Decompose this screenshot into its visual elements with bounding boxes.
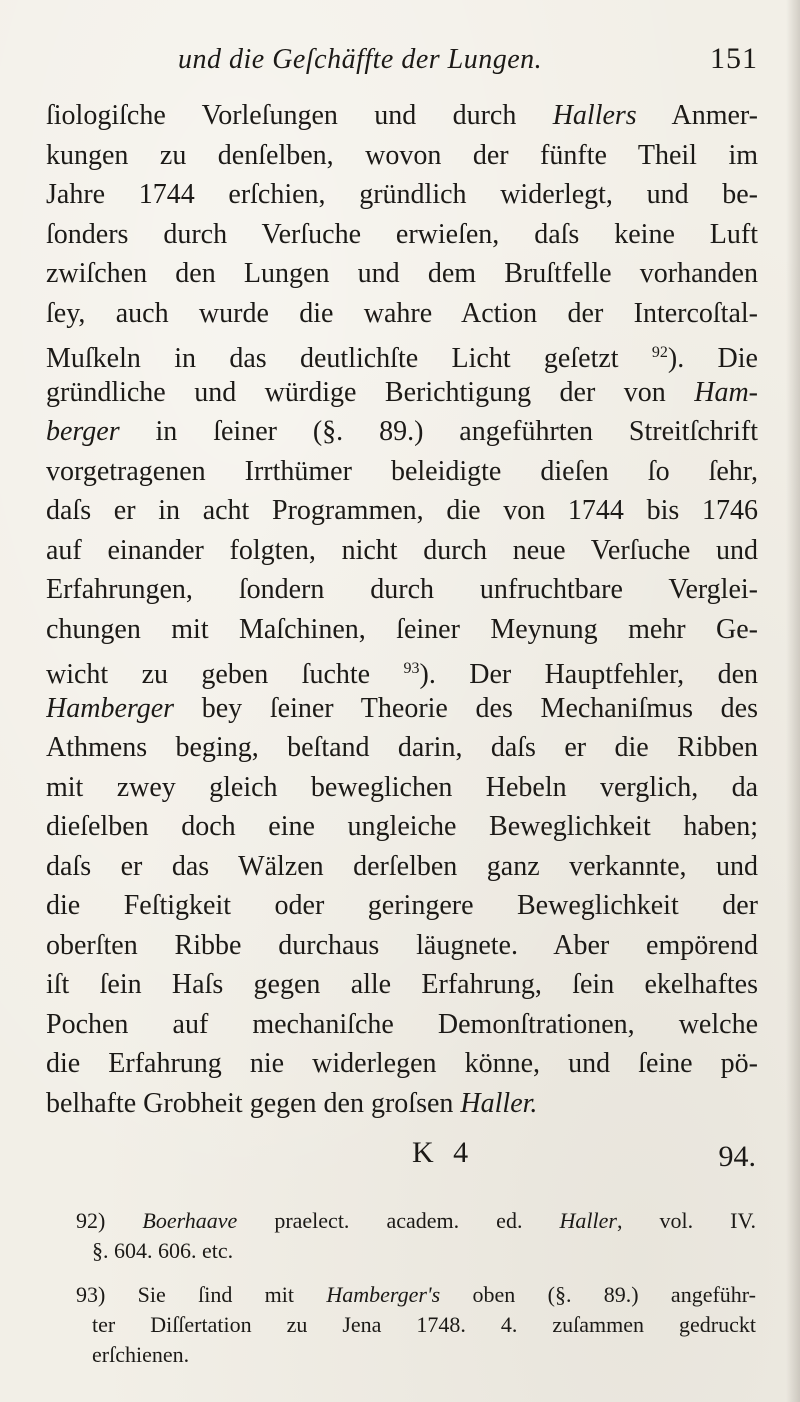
text-line: [46, 136, 758, 176]
text-run: oberſten Ribbe durchaus läugnete. Aber empörend: [46, 929, 758, 961]
italic-text: Hallers: [552, 100, 637, 131]
text-run: §. 604. 606. etc.: [92, 1238, 234, 1263]
text-run: wicht zu geben ſuchte: [46, 659, 404, 689]
footnote-line: [76, 1236, 756, 1266]
text-line: [46, 254, 758, 294]
signature-mark: K 4: [412, 1136, 475, 1169]
text-run: ). Die: [667, 343, 758, 373]
page-number: 151: [710, 42, 758, 75]
footnote-line: [76, 1280, 756, 1310]
text-run: 93) Sie ſind mit: [76, 1282, 327, 1307]
text-line: [46, 570, 758, 610]
text-run: belhafte Grobheit gegen den groſsen: [46, 1087, 461, 1119]
italic-text: Haller: [559, 1208, 617, 1233]
footnote: [76, 1206, 756, 1266]
text-line: [46, 768, 758, 808]
footnote-line: [76, 1340, 756, 1370]
text-line: [46, 215, 758, 255]
text-run: ter Diſſertation zu Jena 1748. 4. zuſammen gedruckt: [92, 1312, 756, 1337]
signature-row: [0, 1132, 800, 1176]
text-line: [46, 452, 758, 492]
text-run: Athmens beging, beſtand darin, daſs er die Ribben: [46, 732, 758, 763]
text-run: 92): [76, 1208, 143, 1233]
italic-text: Hamberger's: [326, 1282, 441, 1307]
text-run: ſiologiſche Vorleſungen und durch: [46, 100, 553, 131]
text-run: bey ſeiner Theorie des Mechaniſmus des: [174, 692, 758, 724]
text-line: [46, 96, 758, 136]
text-line: [46, 1084, 758, 1124]
text-run: in ſeiner (§. 89.) angeführten Streitſchrift: [119, 416, 758, 447]
text-line: [46, 649, 758, 689]
text-line: [46, 373, 758, 413]
text-line: [46, 728, 758, 768]
text-run: , vol. IV.: [616, 1208, 757, 1233]
italic-text: Haller.: [460, 1087, 538, 1119]
text-line: [46, 531, 758, 571]
text-run: die Feſtigkeit oder geringere Beweglichkeit der: [46, 890, 758, 921]
text-line: [46, 1044, 758, 1084]
italic-text: berger: [46, 416, 120, 447]
text-line: [46, 965, 758, 1005]
text-run: die Erfahrung nie widerlegen könne, und ſeine pö-: [46, 1048, 758, 1079]
text-line: [46, 689, 758, 729]
footnote-line: [76, 1310, 756, 1340]
body-text: [46, 96, 758, 1123]
text-run: daſs er in acht Programmen, die von 1744 bis 1746: [46, 495, 758, 526]
text-run: daſs er das Wälzen derſelben ganz verkannte, und: [46, 850, 758, 882]
footnote: [76, 1280, 756, 1370]
text-line: [46, 1005, 758, 1045]
text-run: zwiſchen den Lungen und dem Bruſtfelle vorhanden: [46, 258, 758, 289]
text-line: [46, 333, 758, 373]
italic-text: Hamberger: [46, 692, 175, 724]
page-edge-shadow: [786, 0, 800, 1402]
text-run: oben (§. 89.) angeführ-: [440, 1282, 756, 1307]
text-run: ſonders durch Verſuche erwieſen, daſs keine Luft: [46, 218, 758, 250]
footnote-line: [76, 1206, 756, 1236]
italic-text: Ham-: [694, 376, 758, 408]
text-run: Anmer-: [636, 100, 758, 131]
text-run: auf einander folgten, nicht durch neue Verſuche und: [46, 534, 758, 566]
text-line: [46, 886, 758, 926]
footnotes: [76, 1206, 756, 1384]
text-line: [46, 610, 758, 650]
text-run: praelect. academ. ed.: [237, 1208, 560, 1233]
text-line: [46, 847, 758, 887]
text-line: [46, 294, 758, 334]
page-header: [0, 40, 800, 80]
text-run: ). Der Hauptfehler, den: [419, 659, 758, 689]
text-run: iſt ſein Haſs gegen alle Erfahrung, ſein ekelhaftes: [46, 969, 758, 1000]
text-line: [46, 807, 758, 847]
footnote-reference: 93: [403, 660, 420, 677]
running-head: und die Geſchäffte der Lungen.: [178, 44, 543, 75]
text-run: Jahre 1744 erſchien, gründlich widerlegt, und be-: [46, 179, 758, 210]
text-run: gründliche und würdige Berichtigung der von: [46, 376, 695, 408]
text-line: [46, 412, 758, 452]
text-run: ſey, auch wurde die wahre Action der Intercoſtal-: [46, 297, 758, 329]
text-run: erſchienen.: [92, 1342, 190, 1367]
text-line: [46, 491, 758, 531]
text-run: dieſelben doch eine ungleiche Beweglichkeit haben;: [46, 811, 758, 842]
text-run: Erfahrungen, ſondern durch unfruchtbare Verglei-: [46, 574, 758, 605]
text-run: Pochen auf mechaniſche Demonſtrationen, welche: [46, 1008, 758, 1040]
italic-text: Boerhaave: [142, 1208, 238, 1233]
text-run: chungen mit Maſchinen, ſeiner Meynung mehr Ge-: [46, 613, 758, 645]
text-run: mit zwey gleich beweglichen Hebeln verglich, da: [46, 771, 758, 803]
footnote-reference: 92: [651, 344, 668, 361]
text-line: [46, 175, 758, 215]
catchword: 94.: [718, 1140, 756, 1173]
text-run: Muſkeln in das deutlichſte Licht geſetzt: [46, 343, 652, 373]
text-run: vorgetragenen Irrthümer beleidigte dieſen ſo ſehr,: [46, 455, 758, 487]
text-run: kungen zu denſelben, wovon der fünfte Theil im: [46, 139, 758, 171]
text-line: [46, 926, 758, 966]
